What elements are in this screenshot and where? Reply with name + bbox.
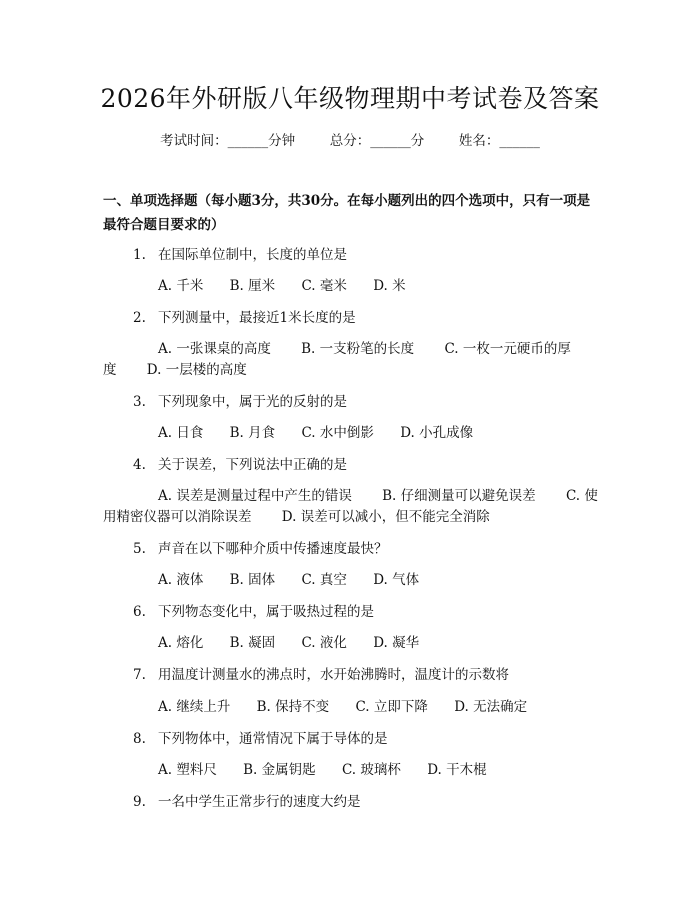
option-d: D. 误差可以减小，但不能完全消除	[281, 509, 490, 525]
option-d: D. 气体	[373, 572, 420, 588]
question-text: 下列现象中，属于光的反射的是	[158, 394, 347, 410]
option-b: B. 固体	[229, 572, 276, 588]
question-1-options	[103, 276, 603, 296]
question-2	[103, 308, 603, 328]
question-number: 4.	[133, 457, 146, 473]
option-c: C. 使用精密仪器可以消除误差	[103, 488, 598, 525]
option-a: A. 熔化	[158, 635, 204, 651]
question-number: 7.	[133, 667, 146, 683]
exam-time-field: 考试时间：______分钟	[160, 133, 296, 149]
question-number: 9.	[133, 794, 146, 810]
question-number: 6.	[133, 604, 146, 620]
page-title: 2026年外研版八年级物理期中考试卷及答案	[100, 84, 600, 113]
question-1	[103, 245, 603, 265]
question-6-options	[103, 633, 603, 653]
option-c: C. 一枚一元硬币的厚度	[103, 341, 571, 378]
option-d: D. 米	[373, 278, 406, 294]
option-b: B. 凝固	[229, 635, 276, 651]
question-text: 下列物态变化中，属于吸热过程的是	[158, 604, 374, 620]
question-9	[103, 792, 603, 812]
option-d: D. 一层楼的高度	[146, 362, 247, 378]
option-d: D. 小孔成像	[400, 425, 474, 441]
section-heading: 一、单项选择题（每小题3分，共30分。在每小题列出的四个选项中，只有一项是最符合题目要求的）	[103, 193, 591, 233]
option-a: A. 液体	[158, 572, 204, 588]
option-a: A. 误差是测量过程中产生的错误	[158, 488, 352, 504]
option-b: B. 仔细测量可以避免误差	[382, 488, 536, 504]
question-number: 8.	[133, 731, 146, 747]
option-c: C. 毫米	[301, 278, 347, 294]
option-b: B. 月食	[229, 425, 276, 441]
option-c: C. 液化	[301, 635, 347, 651]
option-d: D. 无法确定	[454, 699, 528, 715]
question-text: 关于误差，下列说法中正确的是	[158, 457, 347, 473]
option-c: C. 立即下降	[355, 699, 428, 715]
option-b: B. 厘米	[229, 278, 276, 294]
question-5-options	[103, 570, 603, 590]
question-8-options	[103, 760, 603, 780]
option-a: A. 千米	[158, 278, 204, 294]
option-c: C. 玻璃杯	[341, 762, 401, 778]
question-text: 一名中学生正常步行的速度大约是	[158, 794, 361, 810]
question-number: 2.	[133, 310, 146, 326]
question-3-options	[103, 423, 603, 443]
question-7-options	[103, 697, 603, 717]
option-a: A. 日食	[158, 425, 204, 441]
question-text: 在国际单位制中，长度的单位是	[158, 247, 347, 263]
question-3	[103, 392, 603, 412]
question-text: 下列测量中，最接近1米长度的是	[158, 310, 356, 326]
option-a: A. 一张课桌的高度	[158, 341, 271, 357]
total-score-field: 总分：______分	[329, 133, 425, 149]
exam-info-line	[0, 131, 700, 151]
question-number: 1.	[133, 247, 146, 263]
question-text: 声音在以下哪种介质中传播速度最快？	[158, 541, 388, 557]
option-a: A. 继续上升	[158, 699, 231, 715]
option-a: A. 塑料尺	[158, 762, 217, 778]
option-c: C. 真空	[301, 572, 347, 588]
question-number: 5.	[133, 541, 146, 557]
question-2-options	[103, 339, 603, 381]
option-d: D. 凝华	[373, 635, 420, 651]
question-4	[103, 455, 603, 475]
option-d: D. 干木棍	[427, 762, 487, 778]
question-5	[103, 539, 603, 559]
option-b: B. 保持不变	[256, 699, 330, 715]
option-b: B. 一支粉笔的长度	[301, 341, 415, 357]
question-7	[103, 665, 603, 685]
question-8	[103, 729, 603, 749]
option-b: B. 金属钥匙	[243, 762, 316, 778]
name-field: 姓名：______	[458, 133, 540, 149]
option-c: C. 水中倒影	[301, 425, 374, 441]
question-text: 用温度计测量水的沸点时，水开始沸腾时，温度计的示数将	[158, 667, 509, 683]
question-6	[103, 602, 603, 622]
question-4-options	[103, 486, 603, 528]
question-number: 3.	[133, 394, 146, 410]
question-text: 下列物体中，通常情况下属于导体的是	[158, 731, 388, 747]
